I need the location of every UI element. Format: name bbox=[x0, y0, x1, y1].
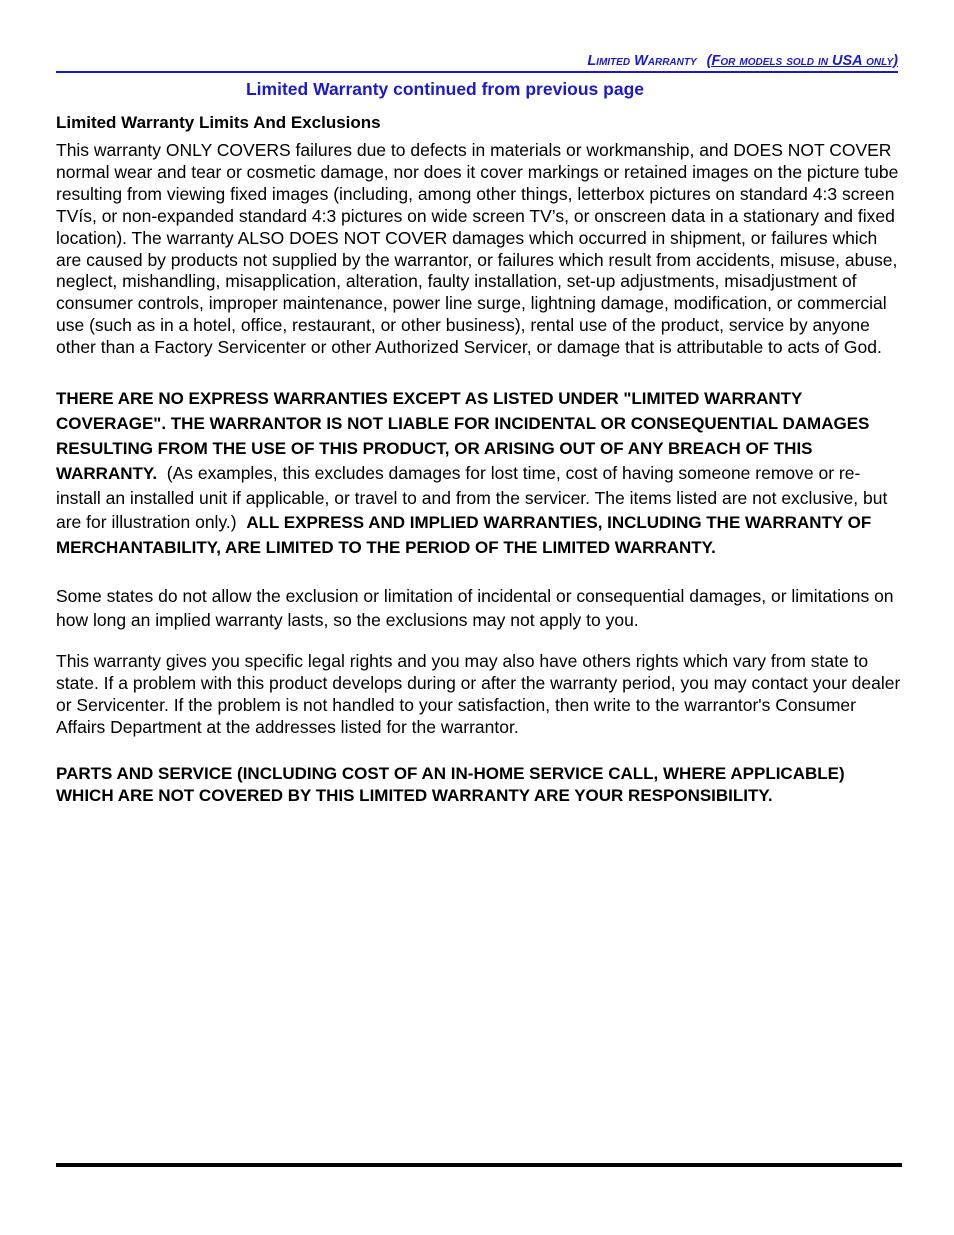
legal-rights-paragraph: This warranty gives you specific legal rights and you may also have others rights which vary from state to state. If a problem with this product develops during or after the warranty period, you may contact your dealer or Servicenter. If the problem is not handled to your satisfaction, then write to the warrantor's Consumer Affairs Department at the addresses listed for the warrantor. bbox=[56, 651, 901, 737]
no-express-bold-text: THERE ARE NO EXPRESS WARRANTIES EXCEPT AS LISTED UNDER "LIMITED WARRANTY COVERAGE". THE WARRANTOR IS NOT LIABLE FOR INCIDENTAL OR CONSEQUENTIAL DAMAGES RESULTING FROM THE USE OF THIS PRODUCT, OR ARISING OUT OF ANY BREACH OF THIS WARRANTY. bbox=[56, 389, 870, 484]
limits-paragraph: This warranty ONLY COVERS failures due to defects in materials or workmanship, and DOES NOT COVER normal wear and tear or cosmetic damage, nor does it cover markings or retained images on the picture tube resulting from viewing fixed images (including, among other things, letterbox pictures on standard 4:3 screen TVís, or non-expanded standard 4:3 pictures on wide screen TV’s, or onscreen data in a stationary and fixed location). The warranty ALSO DOES NOT COVER damages which occurred in shipment, or failures which are caused by products not supplied by the warrantor, or failures which result from accidents, misuse, abuse, neglect, mishandling, misapplication, alteration, faulty installation, set-up adjustments, misadjustment of consumer controls, improper maintenance, power line surge, lightning damage, modification, or commercial use (such as in a hotel, office, restaurant, or other business), rental use of the product, service by anyone other than a Factory Servicenter or other Authorized Servicer, or damage that is attributable to acts of God. bbox=[56, 140, 899, 358]
running-header bbox=[56, 50, 898, 72]
continued-notice: Limited Warranty continued from previous page bbox=[245, 79, 644, 99]
warranty-body bbox=[56, 111, 901, 808]
implied-warranties-bold-text: ALL EXPRESS AND IMPLIED WARRANTIES, INCLUDING THE WARRANTY OF MERCHANTABILITY, ARE LIMITED TO THE PERIOD OF THE LIMITED WARRANTY. bbox=[56, 513, 872, 558]
state-exclusions-paragraph: Some states do not allow the exclusion or limitation of incidental or consequential damages, or limitations on how long an implied warranty lasts, so the exclusions may not apply to you. bbox=[56, 586, 894, 631]
no-express-warranties-paragraph bbox=[56, 386, 901, 560]
examples-text: (As examples, this excludes damages for lost time, cost of having someone remove or re-install an installed unit if applicable, or travel to and from the servicer. The items listed are not exclusive, but are for illustration only.) bbox=[56, 463, 888, 533]
parts-and-service-paragraph: PARTS AND SERVICE (INCLUDING COST OF AN IN-HOME SERVICE CALL, WHERE APPLICABLE) WHICH ARE NOT COVERED BY THIS LIMITED WARRANTY ARE YOUR RESPONSIBILITY. bbox=[56, 763, 845, 806]
header-models-note: (For models sold in USA only) bbox=[706, 53, 898, 69]
footer-rule bbox=[56, 1163, 902, 1167]
header-rule bbox=[56, 71, 898, 73]
header-section-title: Limited Warranty bbox=[587, 53, 697, 69]
limits-heading: Limited Warranty Limits And Exclusions bbox=[56, 113, 381, 132]
